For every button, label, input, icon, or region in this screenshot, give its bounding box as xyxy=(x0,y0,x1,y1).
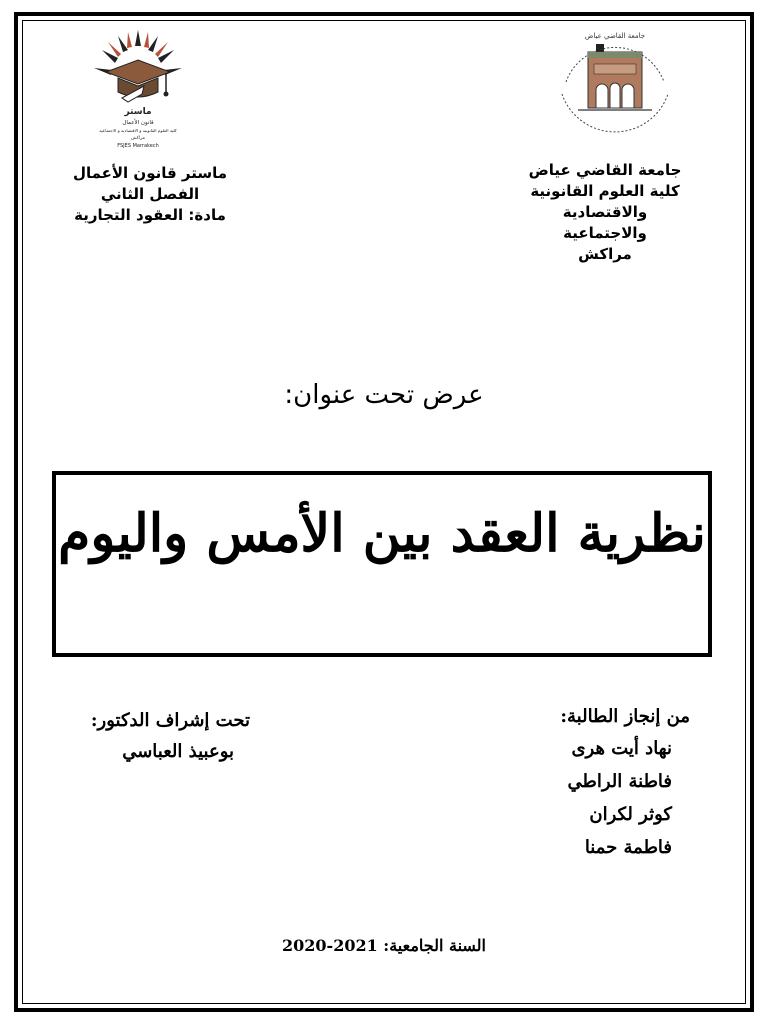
supervisor-heading: تحت إشراف الدكتور: xyxy=(90,710,250,731)
faculty-name-cont: والاجتماعية xyxy=(563,224,647,242)
master-logo-caption-3: كلية العلوم القانونية و الاقتصادية و الاجتماعية xyxy=(99,128,177,133)
students-block xyxy=(470,702,690,864)
university-name: جامعة القاضي عياض xyxy=(528,161,682,179)
master-logo-caption-1: ماستر xyxy=(124,107,152,117)
master-program: ماستر قانون الأعمال xyxy=(72,164,228,182)
student-name: كوثر لكران xyxy=(589,804,672,825)
supervisor-name: بوعبيذ العباسي xyxy=(122,741,234,762)
master-logo-caption-5: FSJES Marrakech xyxy=(117,143,159,149)
title-box xyxy=(52,471,712,657)
university-logo-caption: جامعة القاضي عياض xyxy=(584,32,646,40)
students-heading: من إنجاز الطالبة: xyxy=(560,706,690,727)
university-logo xyxy=(548,24,682,148)
course-subject: مادة: العقود التجارية xyxy=(74,206,226,224)
master-logo-caption-2: قانون الأعمال xyxy=(122,120,154,126)
master-logo xyxy=(88,28,188,152)
master-logo-caption-4: مراكش xyxy=(130,136,146,141)
presentation-subtitle: عرض تحت عنوان: xyxy=(284,380,484,410)
master-info xyxy=(60,163,240,226)
university-info xyxy=(490,160,720,265)
semester: الفصل الثاني xyxy=(100,185,200,203)
document-title: نظرية العقد بين الأمس واليوم xyxy=(58,503,706,564)
faculty-name: كلية العلوم القانونية والاقتصادية xyxy=(530,182,680,221)
student-name: نهاد أيت هرى xyxy=(571,738,672,759)
supervisor-block xyxy=(50,706,250,768)
student-name: فاطنة الراطي xyxy=(567,771,672,792)
city-name: مراكش xyxy=(578,245,632,263)
academic-year: السنة الجامعية: 2021-2020 xyxy=(282,936,486,955)
student-name: فاطمة حمنا xyxy=(584,837,672,858)
